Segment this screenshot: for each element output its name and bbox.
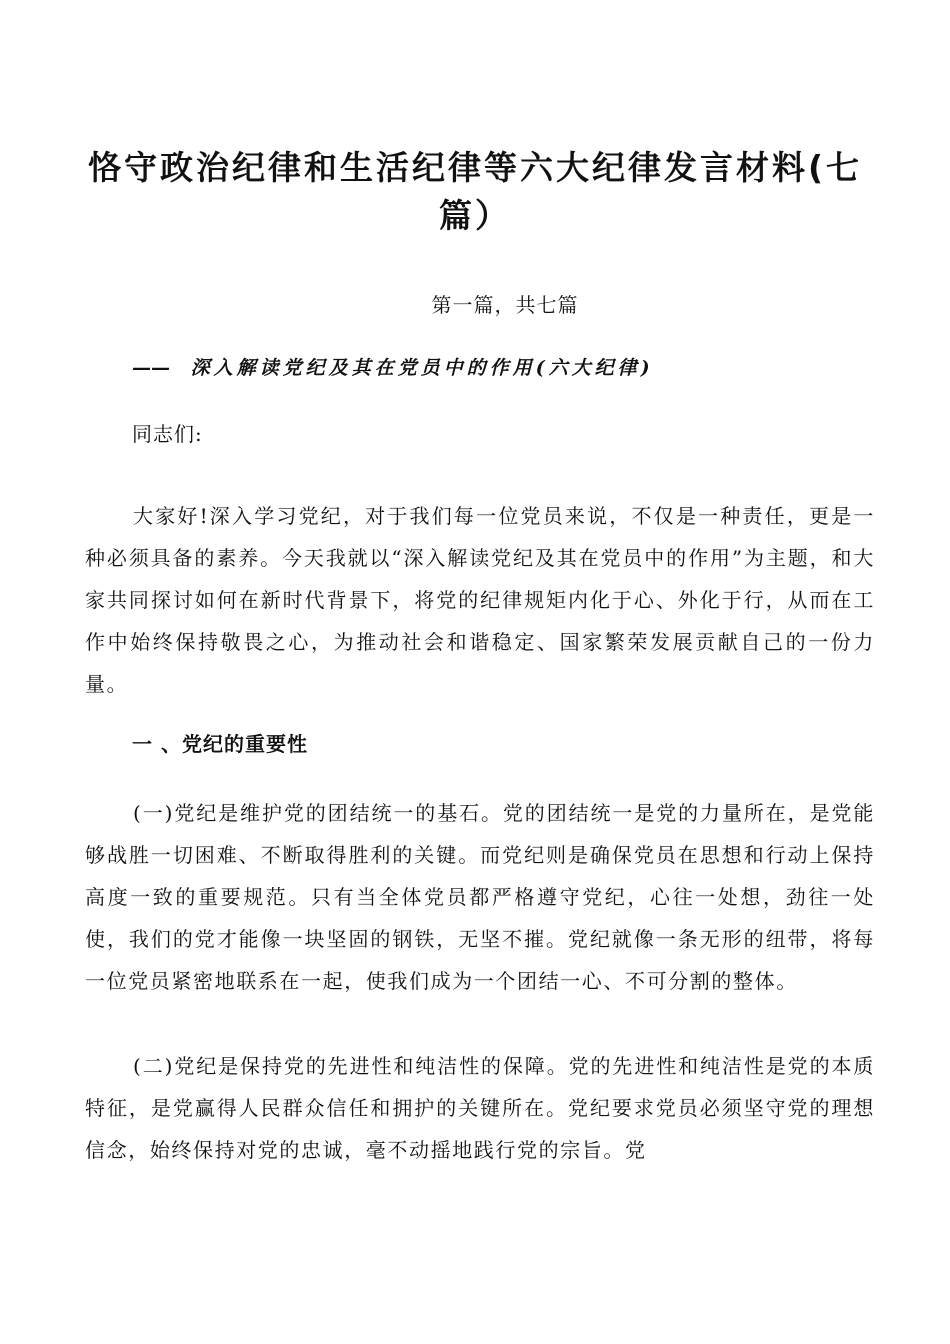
body-paragraph-2: (二)党纪是保持党的先进性和纯洁性的保障。党的先进性和纯洁性是党的本质特征，是党赢得人民群众信任和拥护的关键所在。党纪要求党员必须坚守党的理想信念，始终保持对党的忠诚，毫不动摇地践行党的宗旨。党 xyxy=(85,1054,875,1162)
em-dash-mark: —— xyxy=(132,357,170,379)
speech-topic xyxy=(132,355,832,381)
part-indicator: 第一篇，共七篇 xyxy=(431,293,579,317)
document-title: 恪守政治纪律和生活纪律等六大纪律发言材料(七篇） xyxy=(87,148,863,236)
salutation: 同志们: xyxy=(132,422,203,446)
speech-topic-text: 深入解读党纪及其在党员中的作用(六大纪律) xyxy=(190,357,654,379)
body-paragraph-1: (一)党纪是维护党的团结统一的基石。党的团结统一是党的力量所在，是党能够战胜一切困难、不断取得胜利的关键。而党纪则是确保党员在思想和行动上保持高度一致的重要规范。只有当全体党员都严格遵守党纪，心往一处想，劲往一处使，我们的党才能像一块坚固的钢铁，无坚不摧。党纪就像一条无形的纽带，将每一位党员紧密地联系在一起，使我们成为一个团结一心、不可分割的整体。 xyxy=(85,801,875,993)
section-heading: 一 、党纪的重要性 xyxy=(132,731,308,756)
intro-paragraph: 大家好!深入学习党纪，对于我们每一位党员来说，不仅是一种责任，更是一种必须具备的素养。今天我就以“深入解读党纪及其在党员中的作用”为主题，和大家共同探讨如何在新时代背景下，将党的纪律规矩内化于心、外化于行，从而在工作中始终保持敬畏之心，为推动社会和谐稳定、国家繁荣发展贡献自己的一份力量。 xyxy=(85,504,875,696)
